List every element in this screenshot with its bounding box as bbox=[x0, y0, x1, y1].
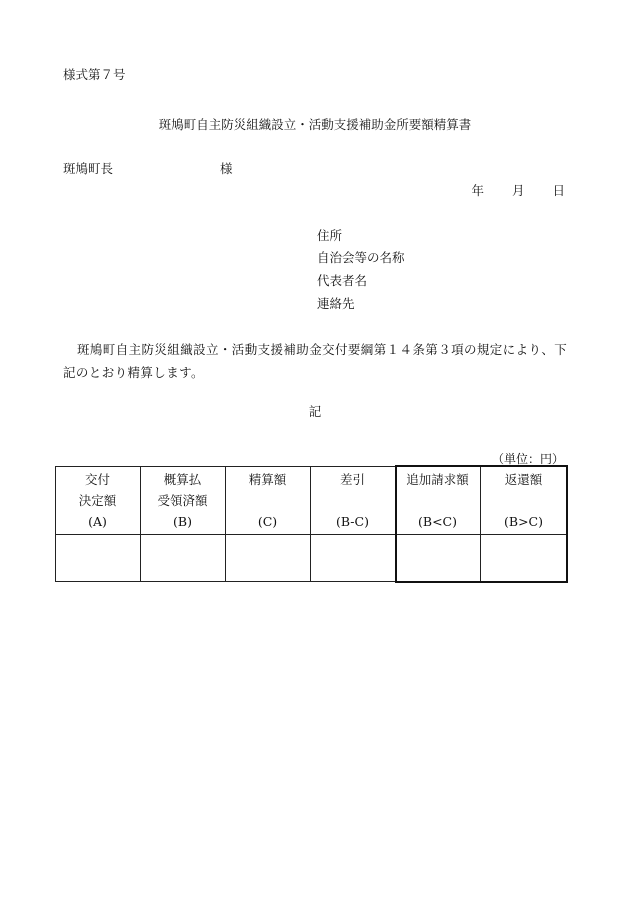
applicant-address-label: 住所 bbox=[317, 228, 343, 243]
value-cell[interactable] bbox=[55, 534, 140, 581]
unit-label: （単位：円） bbox=[491, 452, 564, 466]
header-col6-line3: (B>C) bbox=[504, 513, 543, 529]
header-col6-line1: 返還額 bbox=[504, 471, 543, 487]
header-cell-col5 bbox=[395, 466, 480, 534]
header-col1-line1: 交付 bbox=[84, 471, 110, 487]
header-col5-line2 bbox=[436, 490, 440, 511]
value-cell[interactable] bbox=[140, 534, 225, 581]
addressee-name: 斑鳩町長 bbox=[63, 161, 114, 176]
header-col3-line3: (C) bbox=[257, 513, 278, 529]
header-col2-line3: (B) bbox=[173, 513, 192, 529]
applicant-contact-label: 連絡先 bbox=[317, 296, 355, 311]
header-col6-line2 bbox=[522, 490, 526, 511]
value-cell[interactable] bbox=[395, 534, 480, 581]
header-col4-line2 bbox=[351, 490, 355, 511]
applicant-representative-label: 代表者名 bbox=[317, 273, 368, 288]
header-col5-line3: (B<C) bbox=[418, 513, 457, 529]
date-day-label: 日 bbox=[552, 183, 565, 198]
applicant-organization-label: 自治会等の名称 bbox=[317, 250, 405, 265]
value-cell[interactable] bbox=[225, 534, 310, 581]
header-col3-line2 bbox=[266, 490, 270, 511]
value-cell[interactable] bbox=[480, 534, 567, 581]
header-col2-line2: 受領済額 bbox=[157, 492, 208, 508]
settlement-table bbox=[55, 466, 567, 582]
header-cell-col6 bbox=[480, 466, 567, 534]
header-col1-line2: 決定額 bbox=[78, 492, 117, 508]
ki-heading: 記 bbox=[308, 404, 322, 419]
document-title: 斑鳩町自主防災組織設立・活動支援補助金所要額精算書 bbox=[158, 117, 472, 132]
header-cell-col2 bbox=[140, 466, 225, 534]
body-paragraph: 斑鳩町自主防災組織設立・活動支援補助金交付要綱第１４条第３項の規定により、下記のとおり精算します。 bbox=[63, 342, 568, 380]
header-col4-line1: 差引 bbox=[339, 471, 365, 487]
header-col4-line3: (B-C) bbox=[336, 513, 369, 529]
header-col2-line1: 概算払 bbox=[163, 471, 202, 487]
header-col3-line1: 精算額 bbox=[248, 471, 287, 487]
header-col1-line3: (A) bbox=[88, 513, 107, 529]
header-cell-col1 bbox=[55, 466, 140, 534]
header-col5-line1: 追加請求額 bbox=[406, 471, 469, 487]
value-cell[interactable] bbox=[310, 534, 395, 581]
header-cell-col4 bbox=[310, 466, 395, 534]
date-year-label: 年 bbox=[471, 183, 484, 198]
form-number: 様式第７号 bbox=[63, 67, 126, 82]
date-line bbox=[471, 183, 565, 199]
header-cell-col3 bbox=[225, 466, 310, 534]
date-month-label: 月 bbox=[511, 183, 525, 198]
addressee-honorific: 様 bbox=[220, 161, 233, 176]
